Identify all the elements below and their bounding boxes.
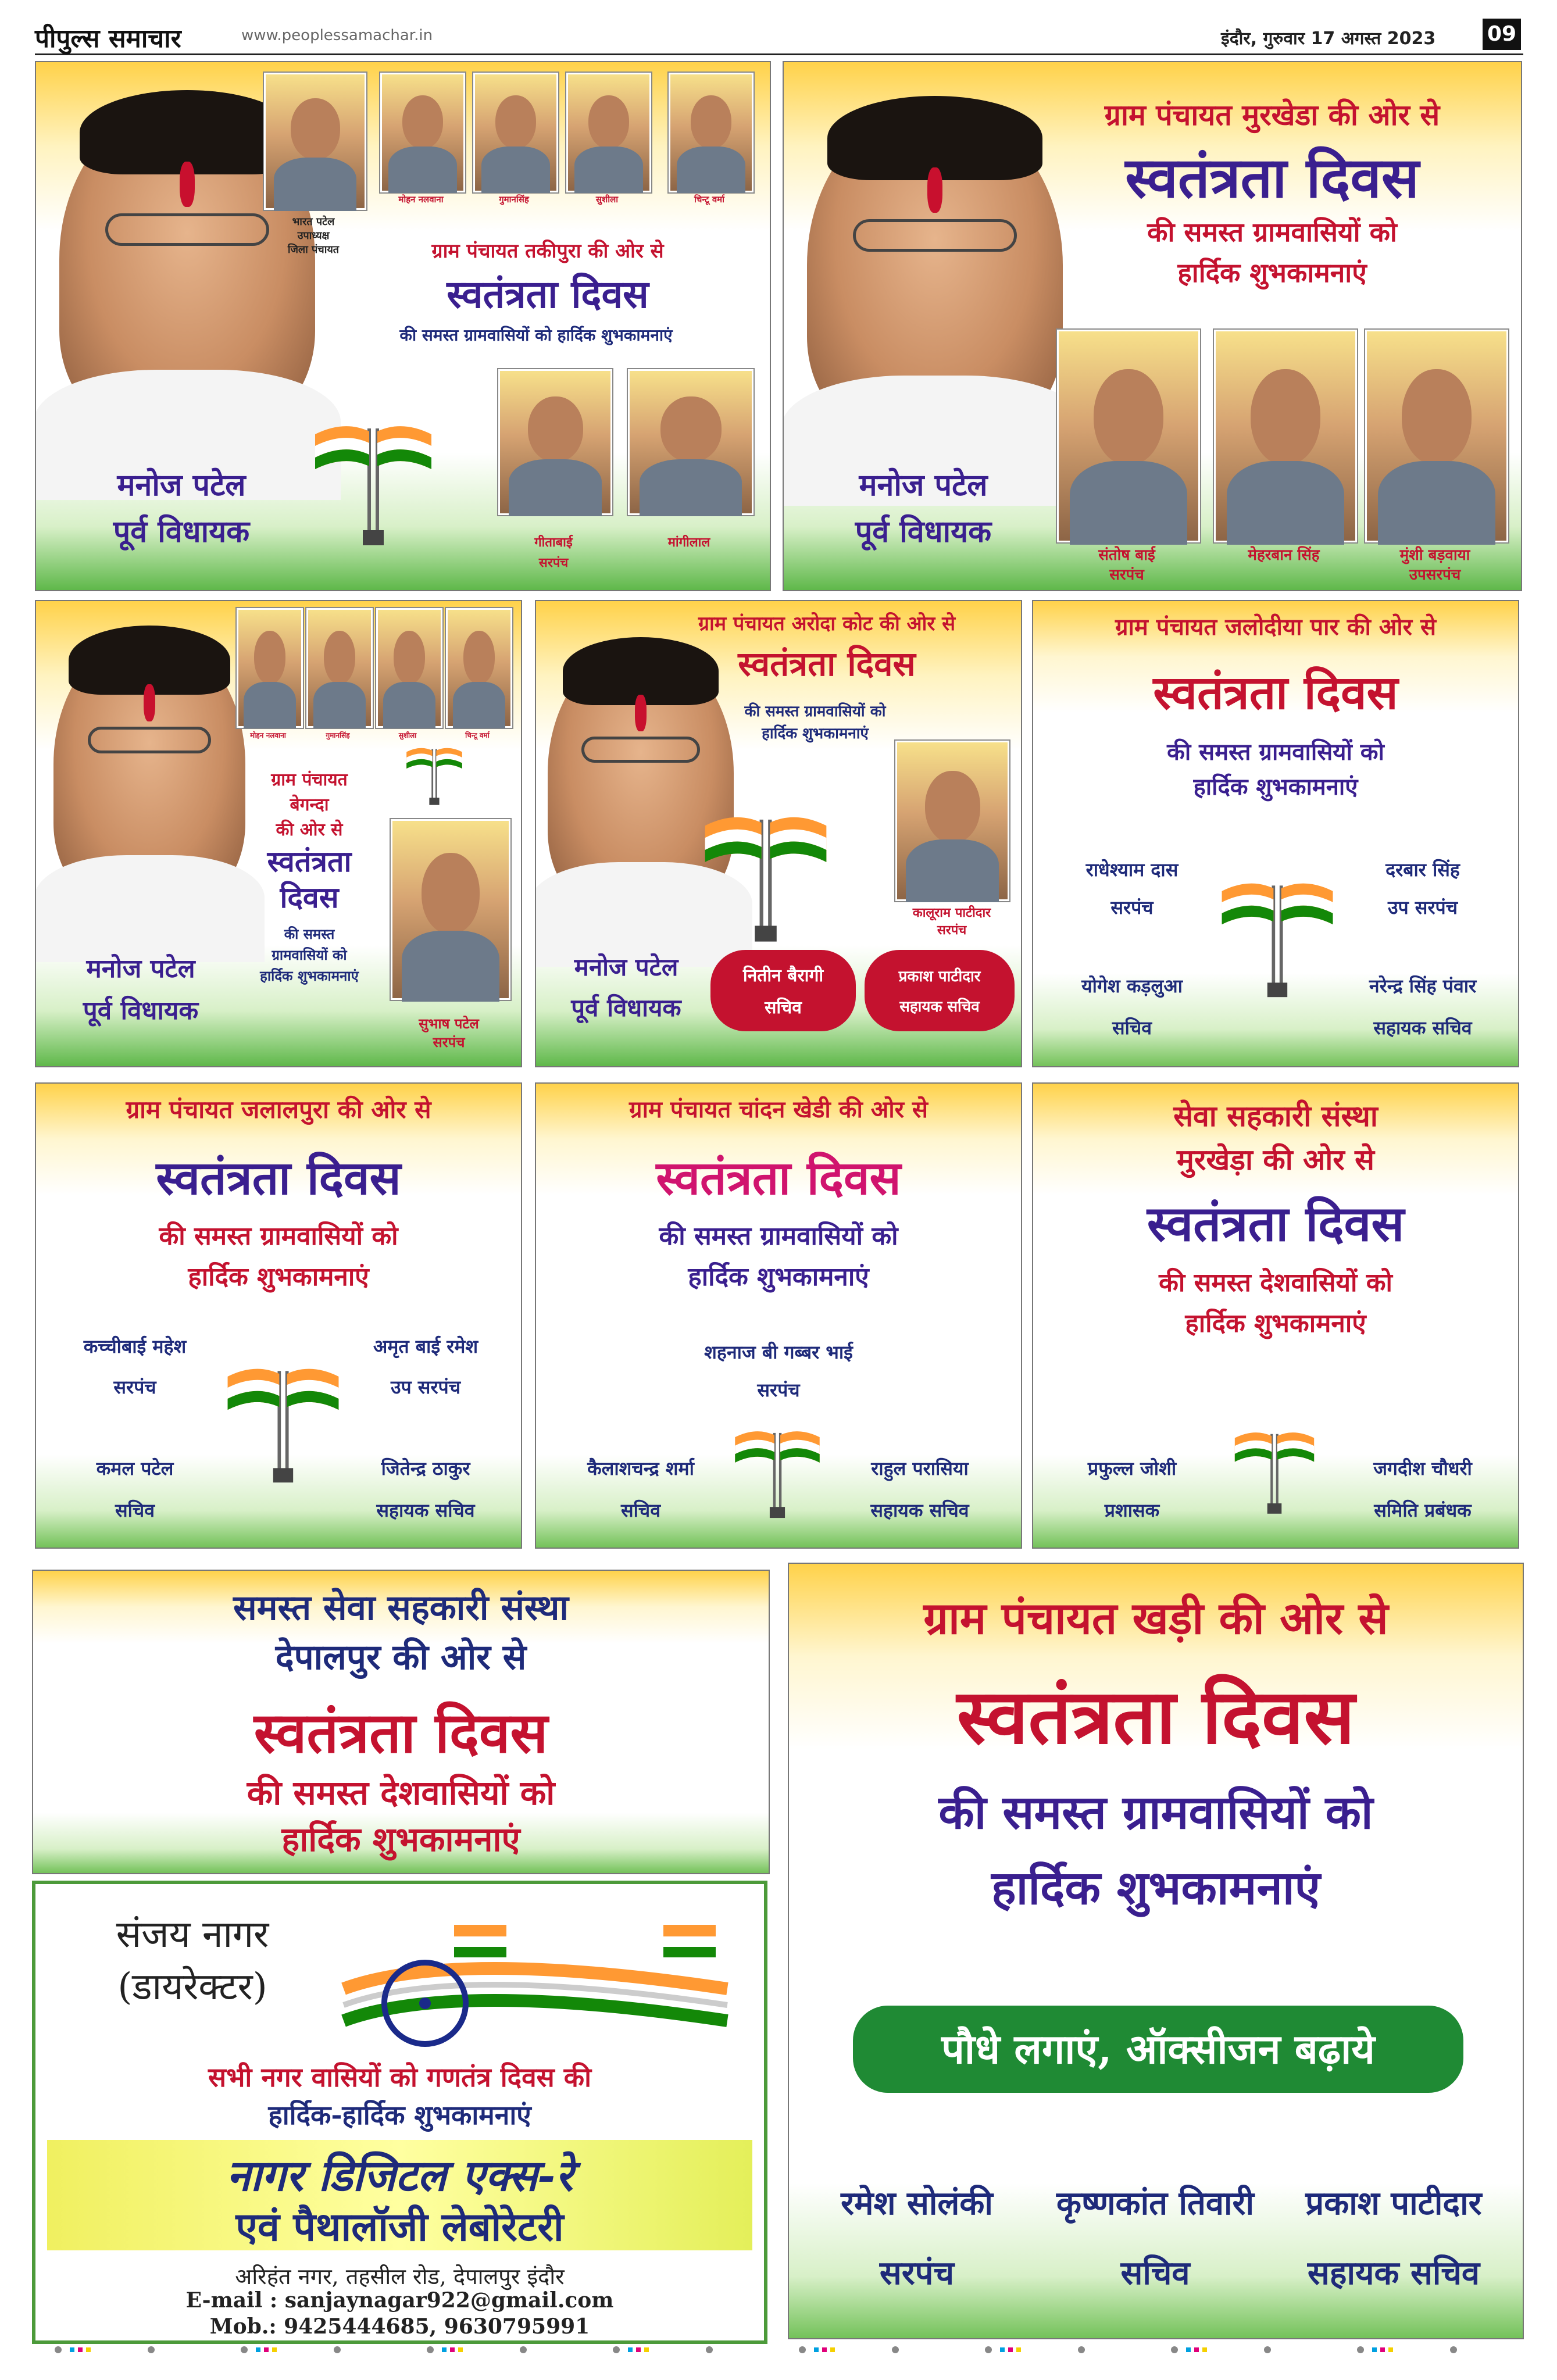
person-name: दरबार सिंह xyxy=(1385,859,1460,881)
crossed-flags-icon xyxy=(222,1357,344,1491)
person-name: गुमानसिंह xyxy=(499,194,529,205)
wishes-line: की समस्त ग्रामवासियों को xyxy=(159,1221,398,1251)
lab-mobile: Mob.: 9425444685, 9630795991 xyxy=(209,2314,590,2339)
wishes-line: की समस्त ग्रामवासियों को xyxy=(938,1785,1373,1839)
person-name: मेहरबान सिंह xyxy=(1248,546,1320,564)
person-role: सहायक सचिव xyxy=(376,1499,475,1521)
lab-name: एवं पैथालॉजी लेबोरेटरी xyxy=(235,2204,564,2250)
wishes-line: हार्दिक शुभकामनाएं xyxy=(260,967,359,984)
festival-title: स्वतंत्रता दिवस xyxy=(253,1700,548,1766)
festival-title: दिवस xyxy=(280,880,339,914)
person-name: राहुल परासिया xyxy=(871,1457,969,1480)
person-role: सहायक सचिव xyxy=(870,1499,969,1521)
person-role: उप सरपंच xyxy=(390,1376,461,1398)
person-name: अमृत बाई रमेश xyxy=(373,1335,478,1357)
festival-title: स्वतंत्रता xyxy=(267,844,352,878)
person-photo xyxy=(306,608,373,728)
heading-line: मुरखेड़ा की ओर से xyxy=(1177,1142,1374,1177)
leader-name: मनोज पटेल xyxy=(859,467,988,503)
ad-murkheda xyxy=(783,61,1522,591)
person-name: शहनाज बी गब्बर भाई xyxy=(704,1341,853,1363)
officer-name: नितीन बैरागी xyxy=(742,966,824,986)
person-name: कमल पटेल xyxy=(96,1457,174,1480)
ad-heading: ग्राम पंचायत खड़ी की ओर से xyxy=(923,1592,1388,1644)
person-photo xyxy=(498,369,612,515)
person-extra: जिला पंचायत xyxy=(287,244,340,256)
ad-chandan-khedi xyxy=(535,1082,1022,1549)
person-name: चिन्टू वर्मा xyxy=(694,194,725,205)
wishes-line: की समस्त ग्रामवासियों को हार्दिक शुभकामनाएं xyxy=(399,326,673,345)
leader-portrait xyxy=(53,636,245,903)
person-role: सहायक सचिव xyxy=(1373,1017,1472,1039)
person-photo xyxy=(237,608,303,728)
person-name: नरेन्द्र सिंह पंवार xyxy=(1369,975,1477,997)
ad-heading: ग्राम पंचायत जलालपुरा की ओर से xyxy=(126,1095,431,1124)
person-role: उप सरपंच xyxy=(1387,896,1458,919)
person-role: सचिव xyxy=(620,1499,661,1521)
person-role: सरपंच xyxy=(937,923,967,938)
wishes-line: हार्दिक-हार्दिक शुभकामनाएं xyxy=(268,2099,531,2131)
festival-title: स्वतंत्रता दिवस xyxy=(156,1150,401,1205)
person-name: कच्चीबाई महेश xyxy=(83,1335,187,1357)
ad-heading: ग्राम पंचायत अरोदा कोट की ओर से xyxy=(698,612,956,635)
person-photo xyxy=(376,608,442,728)
lab-name: नागर डिजिटल एक्स-रे xyxy=(226,2151,573,2201)
person-name: गुमानसिंह xyxy=(326,731,350,739)
person-role: सरपंच xyxy=(1110,896,1154,919)
person-role: सरपंच xyxy=(879,2254,955,2292)
hardik-line: हार्दिक शुभकामनाएं xyxy=(1185,1309,1366,1338)
person-photo xyxy=(669,73,753,192)
heading-line: समस्त सेवा सहकारी संस्था xyxy=(233,1588,569,1628)
ad-heading: ग्राम पंचायत तकीपुरा की ओर से xyxy=(431,240,664,263)
person-role: सरपंच xyxy=(113,1376,156,1398)
officer-role: सचिव xyxy=(765,998,802,1018)
person-name: सुशीला xyxy=(595,194,619,205)
officer-pill xyxy=(710,950,856,1031)
festival-title: स्वतंत्रता दिवस xyxy=(656,1150,901,1205)
leader-name: मनोज पटेल xyxy=(574,953,678,981)
festival-title: स्वतंत्रता दिवस xyxy=(1125,145,1419,210)
masthead xyxy=(35,17,1523,55)
leader-title: पूर्व विधायक xyxy=(571,994,681,1022)
ad-jalalpura xyxy=(35,1082,522,1549)
leader-title: पूर्व विधायक xyxy=(855,514,992,549)
crossed-flags-icon xyxy=(309,417,437,551)
advertiser-name: संजय नागर xyxy=(116,1913,269,1956)
person-role: सचिव xyxy=(115,1499,155,1521)
person-name: जगदीश चौधरी xyxy=(1373,1457,1472,1480)
leader-title: पूर्व विधायक xyxy=(113,514,250,549)
person-photo xyxy=(1057,330,1200,542)
officer-role: सहायक सचिव xyxy=(899,998,980,1016)
person-name: योगेश कड़लुआ xyxy=(1081,975,1183,997)
crossed-flags-icon xyxy=(402,744,466,807)
leader-name: मनोज पटेल xyxy=(117,467,246,503)
wishes-line: की समस्त ग्रामवासियों को xyxy=(1167,738,1384,766)
ad-khadi xyxy=(788,1563,1524,2339)
person-name: भारत पटेल xyxy=(292,216,335,228)
advertiser-designation: (डायरेक्टर) xyxy=(117,1966,267,2009)
wishes-line: की समस्त xyxy=(284,925,335,942)
person-name: सुभाष पटेल xyxy=(419,1015,479,1032)
issue-date: इंदौर, गुरुवार 17 अगस्त 2023 xyxy=(1221,28,1436,49)
person-name: कैलाशचन्द्र शर्मा xyxy=(587,1457,694,1480)
person-role: सरपंच xyxy=(433,1034,465,1050)
person-role: सरपंच xyxy=(757,1379,800,1401)
tricolor-emblem-icon xyxy=(338,1902,733,2053)
newspaper-logo: पीपुल्स समाचार xyxy=(35,24,181,53)
slogan-pill: पौधे लगाएं, ऑक्सीजन बढ़ाये xyxy=(853,2006,1463,2093)
ad-beganda xyxy=(35,600,522,1067)
ad-jalodiya-par xyxy=(1032,600,1519,1067)
person-name: सुशीला xyxy=(398,731,417,739)
heading-line: सेवा सहकारी संस्था xyxy=(1173,1099,1378,1133)
lab-address: अरिहंत नगर, तहसील रोड, देपालपुर इंदौर xyxy=(235,2264,565,2289)
person-role: सचिव xyxy=(1120,2254,1190,2292)
ad-heading: ग्राम पंचायत जलोदीया पार की ओर से xyxy=(1115,613,1437,641)
crossed-flags-icon xyxy=(1231,1424,1318,1520)
person-role: समिति प्रबंधक xyxy=(1374,1499,1472,1521)
leader-title: पूर्व विधायक xyxy=(83,996,199,1025)
person-photo xyxy=(1214,330,1357,542)
person-role: उपाध्यक्ष xyxy=(297,230,330,242)
person-name: राधेश्याम दास xyxy=(1085,859,1179,881)
person-name: रमेश सोलंकी xyxy=(841,2184,993,2222)
ad-aroda-kot xyxy=(535,600,1022,1067)
leader-name: मनोज पटेल xyxy=(86,954,195,984)
person-name: कृष्णकांत तिवारी xyxy=(1056,2184,1254,2222)
wishes-line: सभी नगर वासियों को गणतंत्र दिवस की xyxy=(208,2061,592,2093)
person-name: कालूराम पाटीदार xyxy=(912,905,991,920)
website-url[interactable]: www.peoplessamachar.in xyxy=(241,27,433,44)
heading-line: देपालपुर की ओर से xyxy=(275,1637,527,1678)
leader-portrait xyxy=(807,109,1063,434)
person-name: गीताबाई xyxy=(534,535,573,550)
person-role: प्रशासक xyxy=(1104,1499,1160,1521)
person-role: सरपंच xyxy=(1109,566,1144,584)
officer-name: प्रकाश पाटीदार xyxy=(898,968,981,985)
wishes-line: की समस्त देशवासियों को xyxy=(1159,1268,1392,1298)
person-role: सहायक सचिव xyxy=(1307,2254,1480,2292)
hardik-line: हार्दिक शुभकामनाएं xyxy=(991,1860,1320,1915)
crossed-flags-icon xyxy=(699,807,833,947)
ad-takipura xyxy=(35,61,771,591)
person-role: सचिव xyxy=(1112,1017,1152,1039)
person-role: उपसरपंच xyxy=(1409,566,1461,584)
festival-title: स्वतंत्रता दिवस xyxy=(738,644,916,684)
person-photo xyxy=(895,741,1009,901)
page-number: 09 xyxy=(1483,19,1521,50)
person-photo xyxy=(628,369,753,515)
person-name: जितेन्द्र ठाकुर xyxy=(381,1457,470,1480)
person-photo xyxy=(264,73,366,210)
officer-pill xyxy=(865,950,1015,1031)
heading-line: ग्राम पंचायत xyxy=(271,770,348,790)
wishes-line: की समस्त ग्रामवासियों को xyxy=(744,703,886,720)
ad-heading: ग्राम पंचायत मुरखेडा की ओर से xyxy=(1104,98,1440,132)
heading-line: बेगन्दा xyxy=(290,795,329,815)
person-name: मांगीलाल xyxy=(667,535,710,550)
hardik-line: हार्दिक शुभकामनाएं xyxy=(688,1262,869,1292)
color-registration-strip xyxy=(35,2343,1523,2357)
hardik-line: हार्दिक शुभकामनाएं xyxy=(188,1262,369,1292)
festival-title: स्वतंत्रता दिवस xyxy=(1153,665,1398,720)
heading-line: की ओर से xyxy=(276,820,343,840)
person-photo xyxy=(1365,330,1508,542)
person-name: मोहन नलवाना xyxy=(250,731,286,739)
hardik-line: हार्दिक शुभकामनाएं xyxy=(1177,257,1367,288)
crossed-flags-icon xyxy=(1216,874,1338,1002)
ad-seva-sahkari-murkheda xyxy=(1032,1082,1519,1549)
person-name: प्रकाश पाटीदार xyxy=(1305,2184,1482,2222)
wishes-line: की समस्त ग्रामवासियों को xyxy=(1147,216,1397,248)
ad-seva-sahkari-depalpur xyxy=(32,1570,770,1874)
ad-nagar-xray xyxy=(32,1881,767,2344)
festival-title: स्वतंत्रता दिवस xyxy=(447,271,649,317)
festival-title: स्वतंत्रता दिवस xyxy=(1147,1195,1405,1252)
wishes-line: हार्दिक शुभकामनाएं xyxy=(1193,773,1358,801)
person-name: चिन्टू वर्मा xyxy=(465,731,490,739)
wishes-line: ग्रामवासियों को xyxy=(272,946,347,963)
wishes-line: हार्दिक शुभकामनाएं xyxy=(762,725,869,742)
person-role: सरपंच xyxy=(538,555,569,570)
person-photo xyxy=(391,819,510,1000)
person-name: मोहन नलवाना xyxy=(398,194,444,205)
person-photo xyxy=(380,73,465,192)
hardik-line: हार्दिक शुभकामनाएं xyxy=(281,1820,520,1859)
wishes-line: की समस्त देशवासियों को xyxy=(247,1773,555,1813)
crossed-flags-icon xyxy=(731,1424,824,1523)
person-name: संतोष बाई xyxy=(1098,546,1155,564)
person-name: प्रफुल्ल जोशी xyxy=(1087,1457,1177,1480)
person-photo xyxy=(446,608,512,728)
person-photo xyxy=(566,73,651,192)
wishes-line: की समस्त ग्रामवासियों को xyxy=(659,1221,898,1251)
lab-email[interactable]: E-mail : sanjaynagar922@gmail.com xyxy=(185,2288,614,2313)
person-name: मुंशी बड़वाया xyxy=(1399,546,1470,564)
ad-heading: ग्राम पंचायत चांदन खेडी की ओर से xyxy=(629,1096,928,1123)
person-photo xyxy=(473,73,558,192)
festival-title: स्वतंत्रता दिवस xyxy=(956,1672,1355,1761)
